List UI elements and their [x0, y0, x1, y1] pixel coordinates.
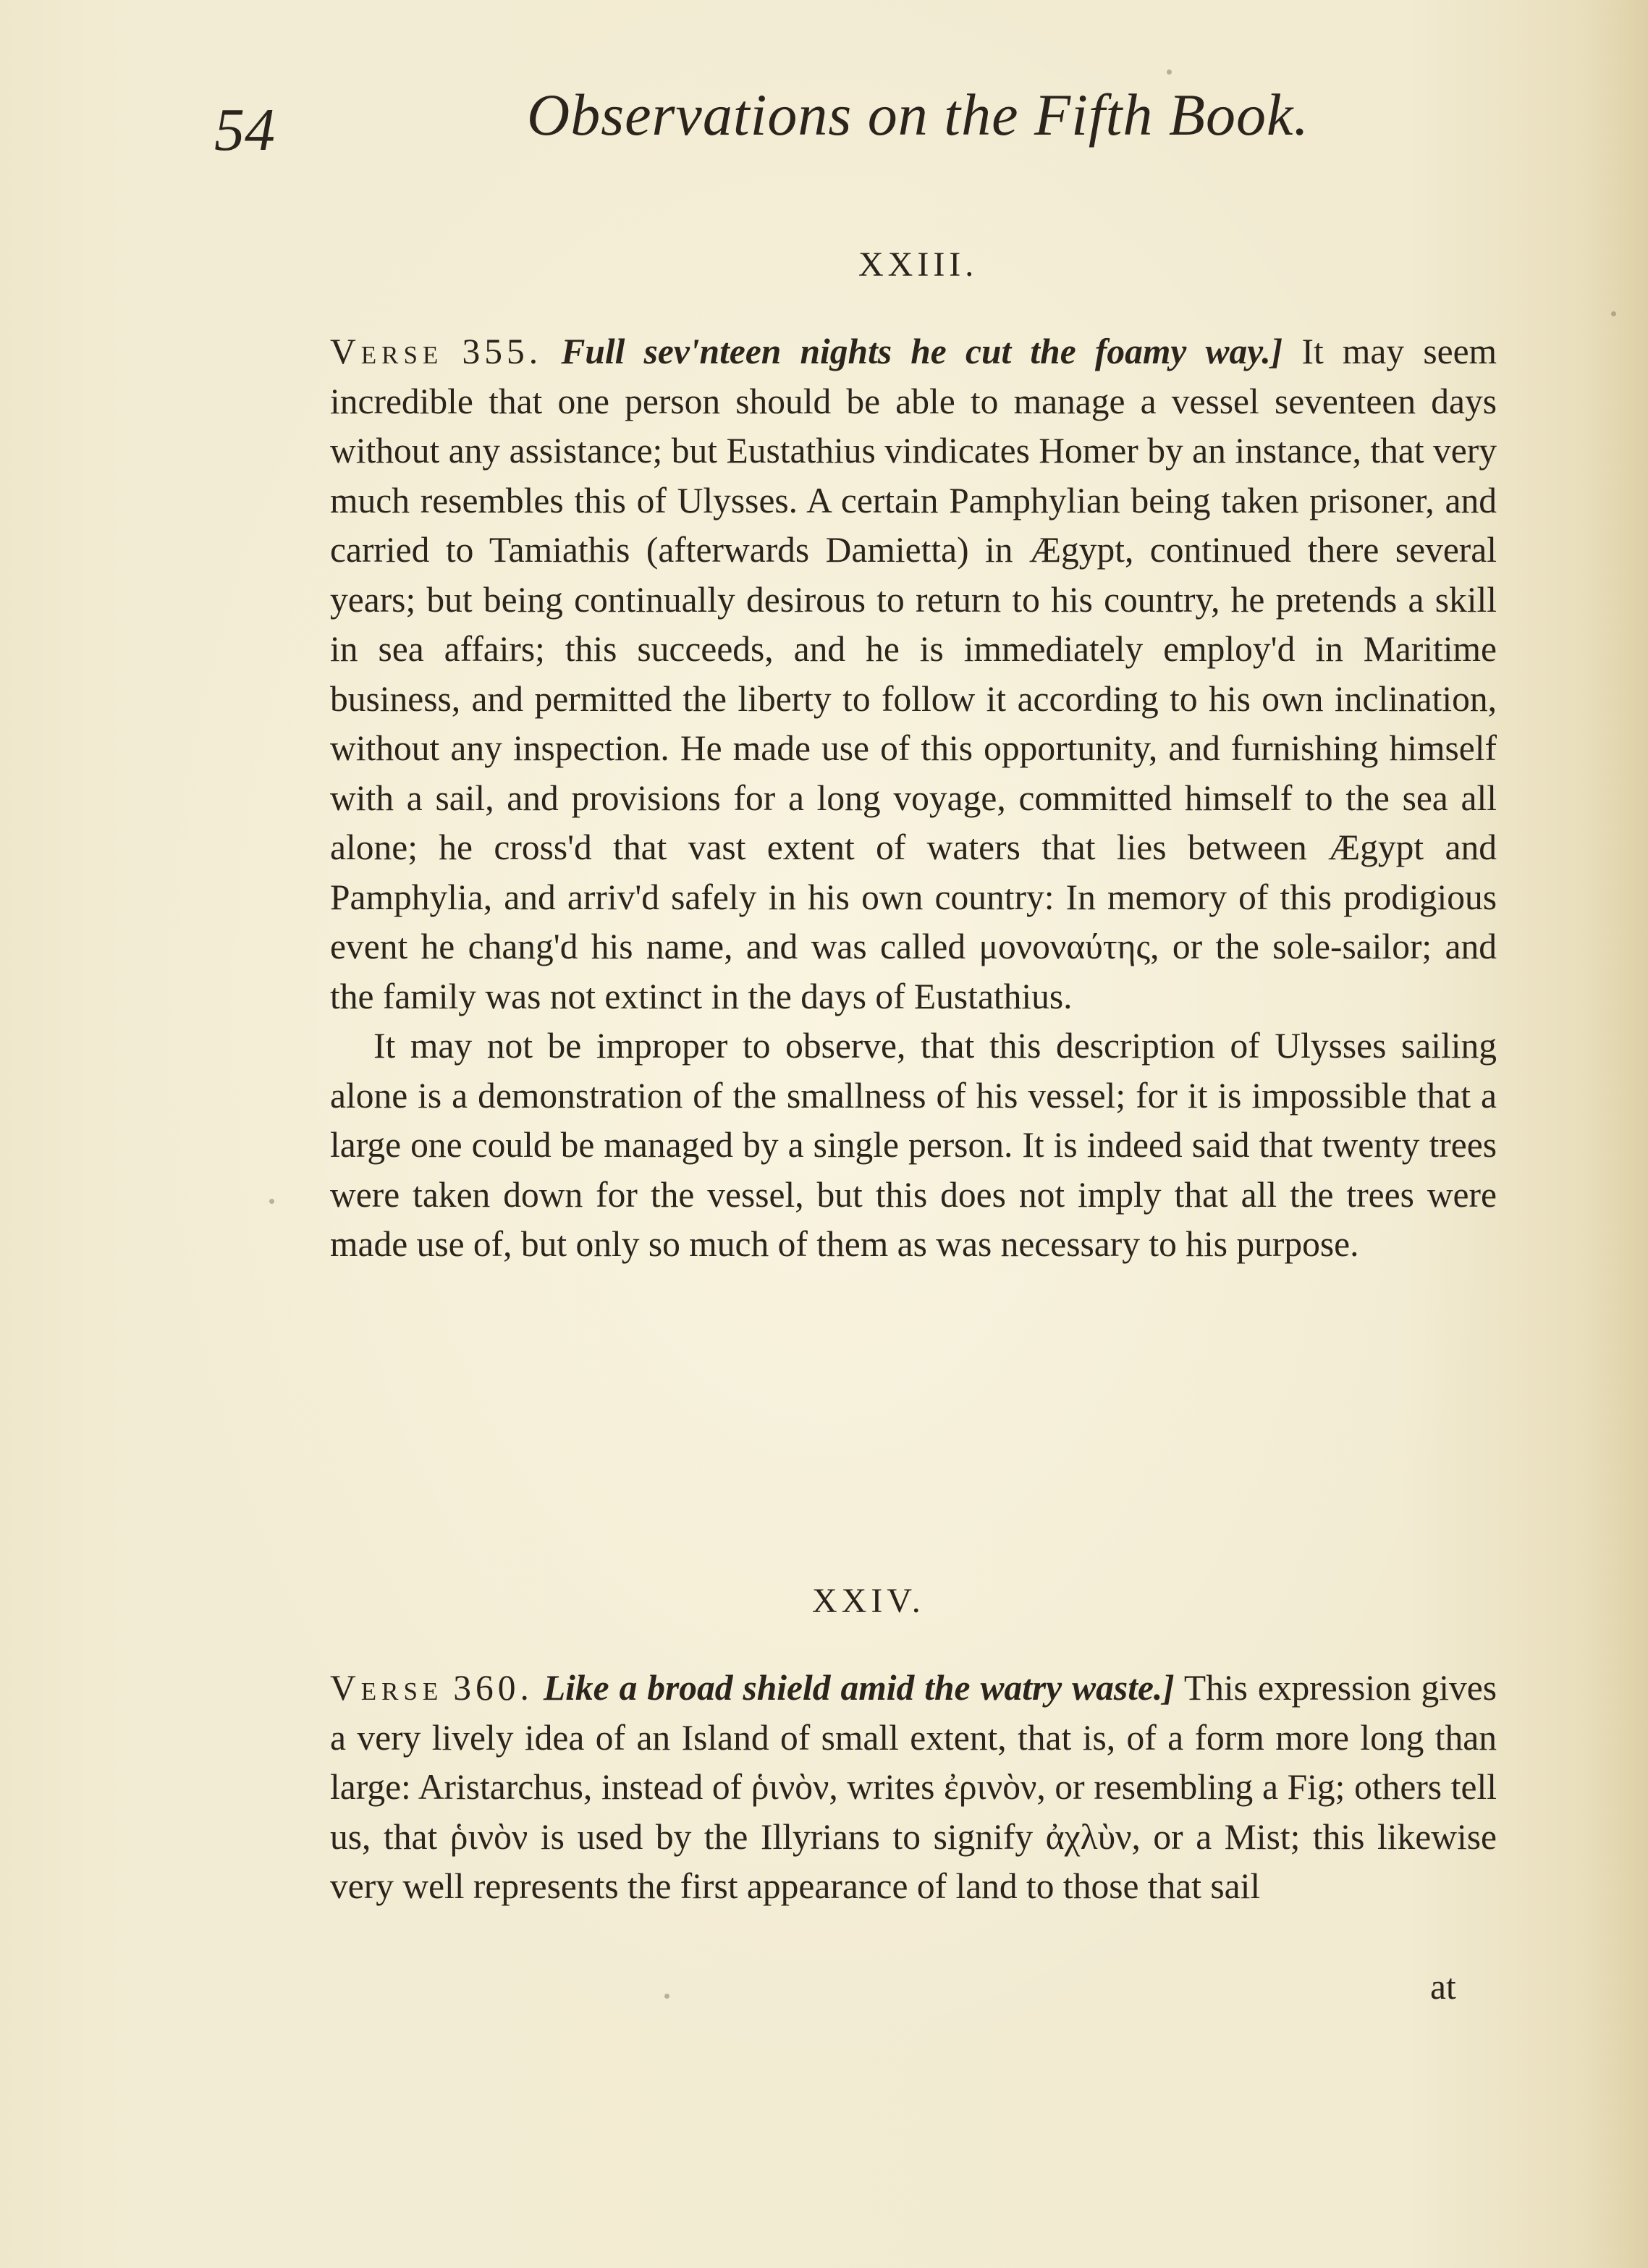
running-title: Observations on the Fifth Book. — [527, 82, 1309, 148]
paper-speck — [1167, 69, 1172, 75]
verse-label: Verse — [330, 332, 444, 371]
paragraph-text: It may seem incredible that one person should be able to manage a vessel seventeen days without any assistance; but Eustathius vindicates Homer by an instance, that very much resembles this of Ulysses. A certain Pamphylian being taken prisoner, and carried to Tamiathis (afterwards Damietta) in Ægypt, continued there several years; but being continually desirous to return to his country, he pretends a skill in sea affairs; this succeeds, and he is immediately employ'd in Maritime business, and permitted the liberty to follow it according to his own inclination, without any inspection. He made use of this opportunity, and furnishing himself with a sail, and provisions for a long voyage, committed himself to the sea all alone; he cross'd that vast extent of waters that lies between Ægypt and Pamphylia, and arriv'd safely in his own country: In memory of this prodigious event he chang'd his name, and was called μονοναύτης, or the sole-sailor; and the family was not extinct in the days of Eustathius. — [330, 332, 1497, 1016]
paragraph-text: This expression gives a very lively idea of an Island of small extent, that is, of a form more long than large: Aristarchus, instead of ῥινὸν, writes ἐρινὸν, or resembling a Fig; others tell us, that ῥινὸν is used by the Illyrians to signify ἀχλὺν, or a Mist; this likewise very well represents the first appearance of land to those that sail — [330, 1668, 1497, 1906]
paragraph-verse-360 — [330, 1664, 1497, 1912]
paragraph-verse-355 — [330, 327, 1497, 1021]
section-xxiv-body — [330, 1664, 1497, 1912]
section-number-xxiv: XXIV. — [812, 1582, 925, 1620]
paper-speck — [1611, 311, 1616, 316]
section-number-xxiii: XXIII. — [858, 245, 979, 284]
verse-lemma: Full sev'nteen nights he cut the foamy way.] — [561, 332, 1283, 371]
paragraph-ulysses-vessel: It may not be improper to observe, that this description of Ulysses sailing alone is a demonstration of the smallness of his vessel; for it is impossible that a large one could be managed by a single person. It is indeed said that twenty trees were taken down for the vessel, but this does not imply that all the trees were made use of, but only so much of them as was necessary to his purpose. — [330, 1026, 1497, 1264]
verse-lemma: Like a broad shield amid the watry waste.] — [543, 1668, 1175, 1708]
catchword: at — [1430, 1967, 1456, 2007]
verse-number: 355. — [462, 332, 543, 371]
verse-label: Verse — [330, 1668, 444, 1708]
paper-speck — [664, 1994, 669, 1999]
page-number: 54 — [214, 96, 275, 164]
paper-speck — [269, 1199, 274, 1204]
section-xxiii-body — [330, 327, 1497, 1270]
verse-number: 360. — [453, 1668, 533, 1708]
